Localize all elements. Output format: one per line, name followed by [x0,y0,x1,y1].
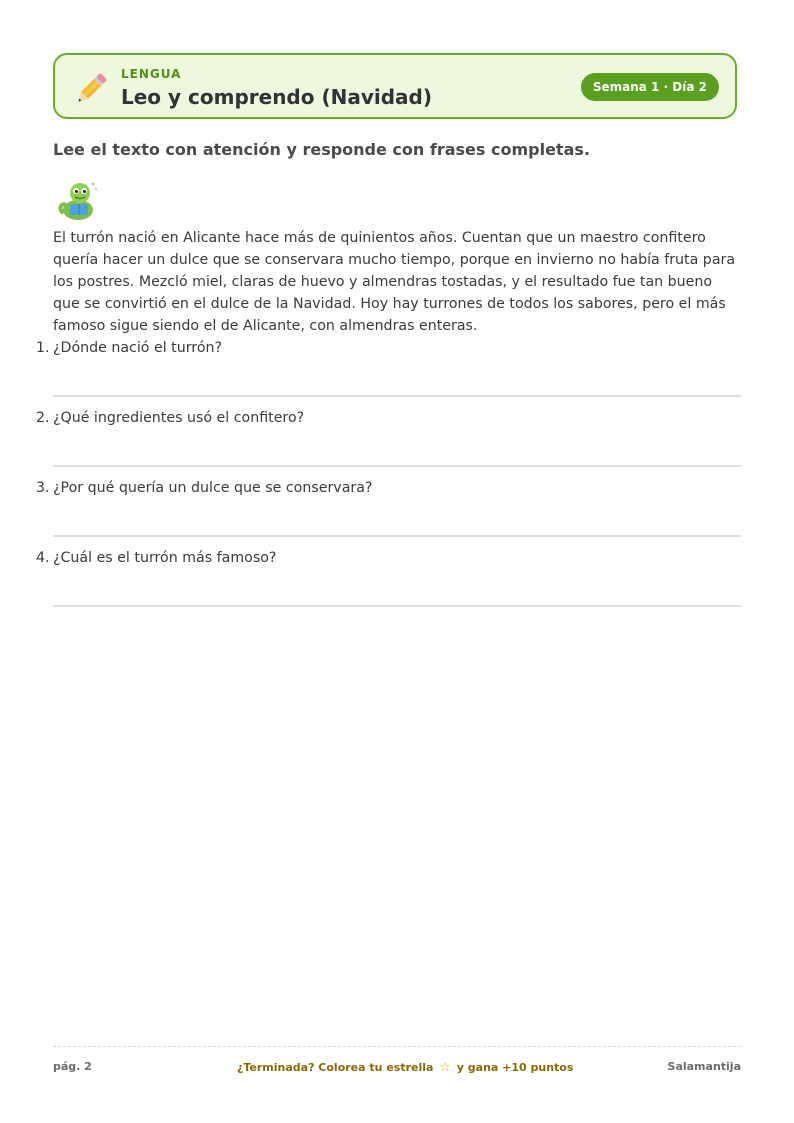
question-4 [36,550,276,566]
star-icon[interactable]: ☆ [439,1060,451,1075]
question-1 [36,340,222,356]
answer-line-3[interactable] [53,535,741,537]
question-3 [36,480,372,496]
answer-line-2[interactable] [53,465,741,467]
finish-message [237,1060,573,1075]
week-day-badge: Semana 1 · Día 2 [581,73,719,101]
question-text: ¿Cuál es el turrón más famoso? [53,550,277,566]
footer-divider [53,1046,741,1047]
question-text: ¿Dónde nació el turrón? [53,340,223,356]
finish-text-before: ¿Terminada? Colorea tu estrella [237,1061,434,1074]
question-2 [36,410,304,426]
brand-name: Salamantija [667,1060,741,1073]
worksheet-header [53,53,737,119]
page-number: pág. 2 [53,1060,92,1073]
subject-label: LENGUA [121,67,182,81]
page-title: Leo y comprendo (Navidad) [121,85,432,109]
question-number: 2. [36,410,50,426]
finish-text-after: y gana +10 puntos [456,1061,574,1074]
question-text: ¿Qué ingredientes usó el confitero? [53,410,305,426]
answer-line-1[interactable] [53,395,741,397]
question-text: ¿Por qué quería un dulce que se conservara? [53,480,373,496]
reading-passage: El turrón nació en Alicante hace más de quinientos años. Cuentan que un maestro confitero quería hacer un dulce que se conservara mucho tiempo, porque en invierno no había fruta para los postres. Mezcló miel, claras de huevo y almendras tostadas, y el resultado fue tan bueno que se convirtió en el dulce de la Navidad. Hoy hay turrones de todos los sabores, pero el más famoso sigue siendo el de Alicante, con almendras enteras. [53,230,736,334]
instruction-text: Lee el texto con atención y responde con frases completas. [53,140,590,159]
question-number: 3. [36,480,50,496]
reading-dragon-icon [56,180,100,222]
question-number: 1. [36,340,50,356]
pencil-icon [71,69,111,109]
question-number: 4. [36,550,50,566]
answer-line-4[interactable] [53,605,741,607]
